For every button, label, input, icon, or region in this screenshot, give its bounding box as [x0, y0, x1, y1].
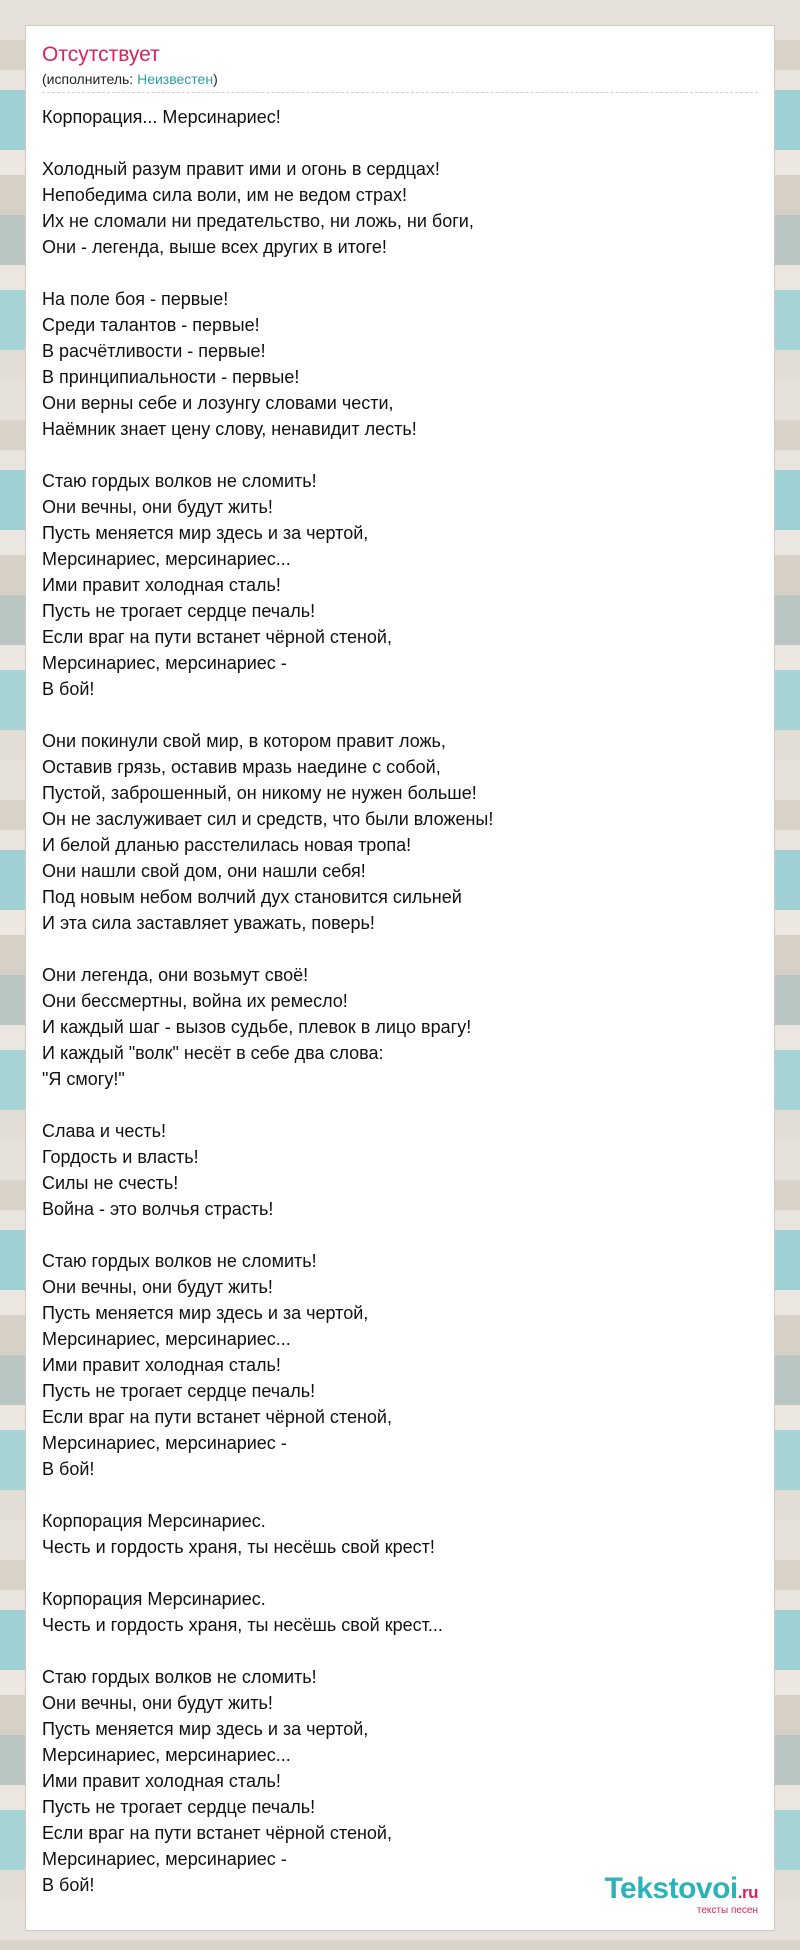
song-header — [42, 42, 758, 88]
lyrics-text: Корпорация... Мерсинариес! Холодный разум правит ими и огонь в сердцах! Непобедима сила воли, им не ведом страх! Их не сломали ни предательство, ни ложь, ни боги, Они - легенда, выше всех других в итоге! На поле боя - первые! Среди талантов - первые! В расчётливости - первые! В принципиальности - первые! Они верны себе и лозунгу словами чести, Наёмник знает цену слову, ненавидит лесть! Стаю гордых волков не сломить! Они вечны, они будут жить! Пусть меняется мир здесь и за чертой, Мерсинариес, мерсинариес... Ими правит холодная сталь! Пусть не трогает сердце печаль! Если враг на пути встанет чёрной стеной, Мерсинариес, мерсинариес - В бой! Они покинули свой мир, в котором правит ложь, Оставив грязь, оставив мразь наедине с собой, Пустой, заброшенный, он никому не нужен больше! Он не заслуживает сил и средств, что были вложены! И белой дланью расстелилась новая тропа! Они нашли свой дом, они нашли себя! Под новым небом волчий дух становится сильней И эта сила заставляет уважать, поверь! Они легенда, они возьмут своё! Они бессмертны, война их ремесло! И каждый шаг - вызов судьбе, плевок в лицо врагу! И каждый "волк" несёт в себе два слова: "Я смогу!" Слава и честь! Гордость и власть! Силы не счесть! Война - это волчья страсть! Стаю гордых волков не сломить! Они вечны, они будут жить! Пусть меняется мир здесь и за чертой, Мерсинариес, мерсинариес... Ими правит холодная сталь! Пусть не трогает сердце печаль! Если враг на пути встанет чёрной стеной, Мерсинариес, мерсинариес - В бой! Корпорация Мерсинариес. Честь и гордость храня, ты несёшь свой крест! Корпорация Мерсинариес. Честь и гордость храня, ты несёшь свой крест... Стаю гордых волков не сломить! Они вечны, они будут жить! Пусть меняется мир здесь и за чертой, Мерсинариес, мерсинариес... Ими правит холодная сталь! Пусть не трогает сердце печаль! Если враг на пути встанет чёрной стеной, Мерсинариес, мерсинариес - В бой! — [42, 107, 494, 1895]
performer-line — [42, 70, 758, 88]
performer-suffix: ) — [213, 71, 218, 87]
logo-tld: .ru — [737, 1883, 758, 1902]
performer-link[interactable]: Неизвестен — [137, 71, 214, 87]
site-logo[interactable] — [604, 1874, 758, 1916]
logo-tagline: тексты песен — [696, 1905, 758, 1916]
logo-brand — [604, 1874, 758, 1908]
header-divider — [42, 92, 758, 93]
song-title: Отсутствует — [42, 43, 160, 66]
performer-prefix: (исполнитель: — [42, 71, 138, 87]
logo-brand-name: Tekstovoi — [604, 1872, 738, 1905]
lyrics-card — [26, 26, 774, 1930]
